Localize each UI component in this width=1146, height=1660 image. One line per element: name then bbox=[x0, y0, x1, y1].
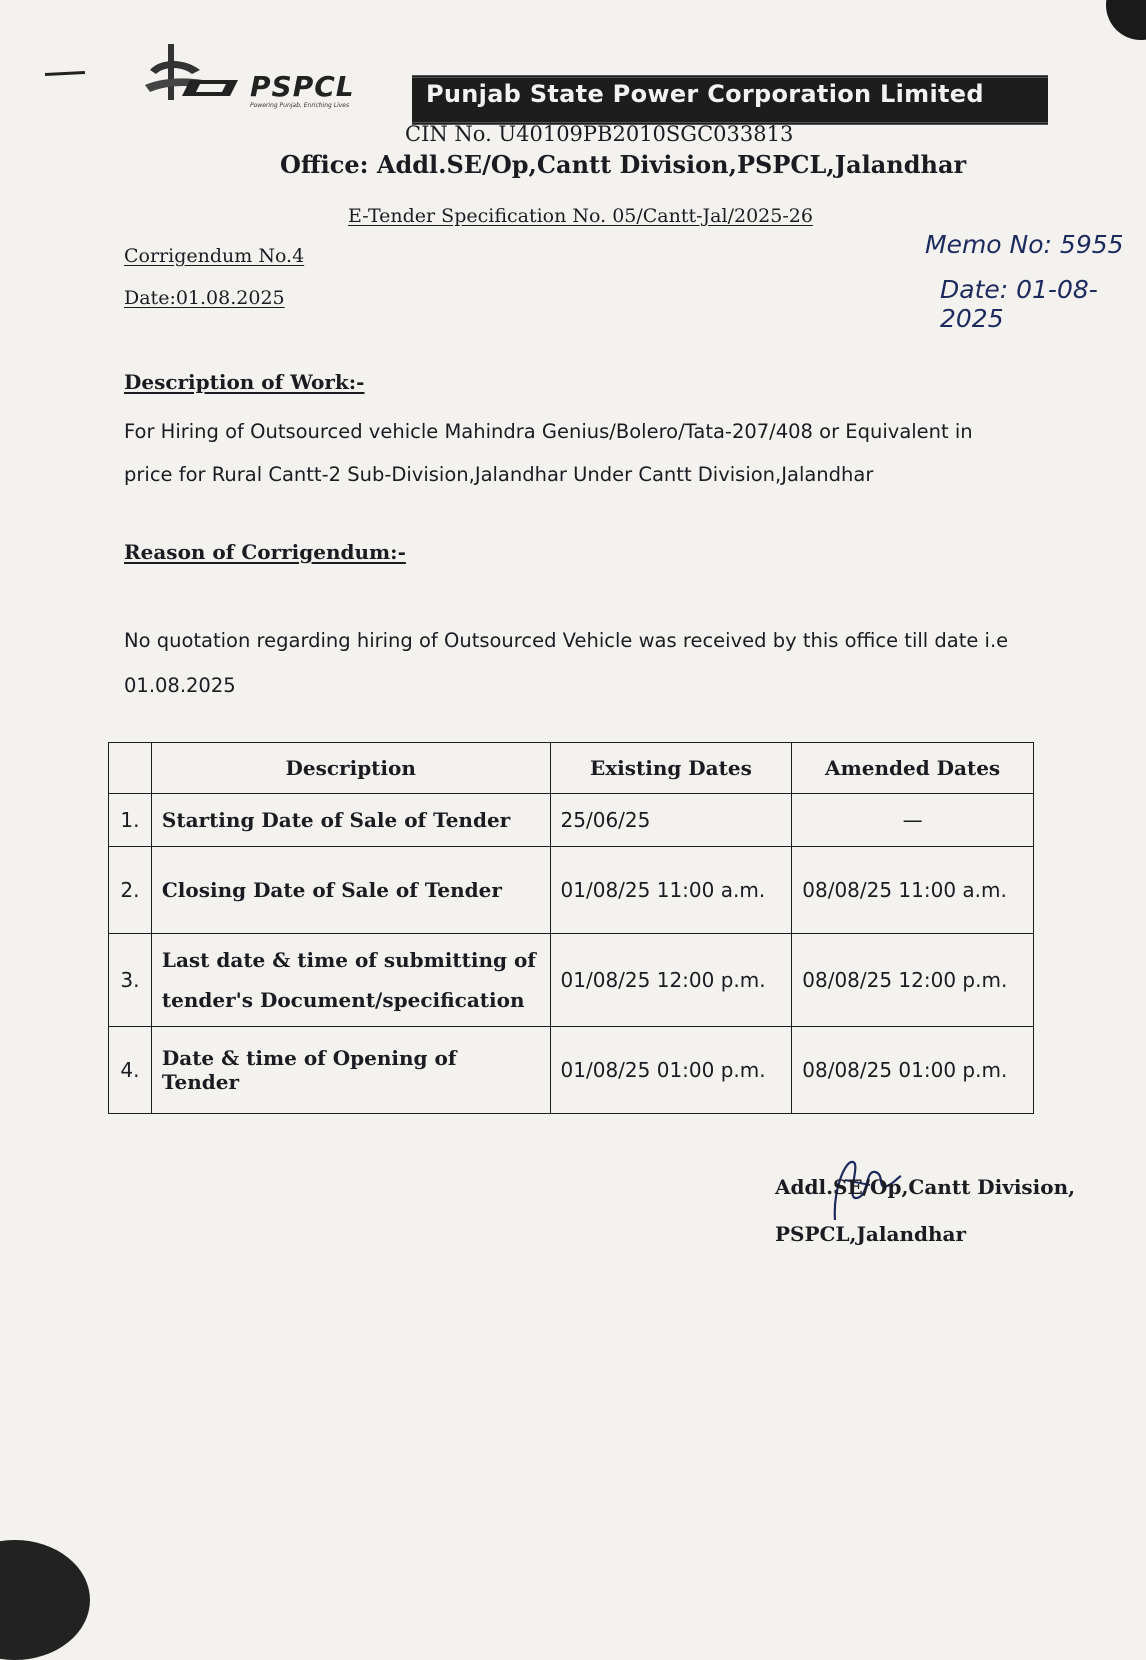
handwritten-date: Date: 01-08-2025 bbox=[940, 275, 1098, 333]
logo-text: PSPCL bbox=[250, 70, 355, 103]
amended-date-cell: — bbox=[792, 794, 1034, 847]
dates-table bbox=[108, 742, 1034, 1114]
existing-date-cell: 01/08/25 12:00 p.m. bbox=[550, 934, 792, 1027]
serial-cell: 1. bbox=[109, 794, 152, 847]
cin-number: CIN No. U40109PB2010SGC033813 bbox=[405, 122, 794, 146]
table-row bbox=[109, 934, 1034, 1027]
logo-tagline: Powering Punjab, Enriching Lives bbox=[250, 102, 350, 109]
description-line: For Hiring of Outsourced vehicle Mahindra Genius/Bolero/Tata-207/408 or Equivalent in bbox=[124, 420, 973, 443]
table-row bbox=[109, 847, 1034, 934]
photo-shadow-corner bbox=[1106, 0, 1146, 40]
description-text bbox=[124, 410, 1044, 496]
description-cell: Closing Date of Sale of Tender bbox=[151, 847, 550, 934]
amended-date-cell: 08/08/25 11:00 a.m. bbox=[792, 847, 1034, 934]
reason-heading: Reason of Corrigendum:- bbox=[124, 540, 406, 564]
corrigendum-number: Corrigendum No.4 bbox=[124, 245, 305, 267]
table-row bbox=[109, 794, 1034, 847]
description-cell: Date & time of Opening of Tender bbox=[151, 1027, 550, 1114]
serial-cell: 2. bbox=[109, 847, 152, 934]
column-header: Description bbox=[151, 743, 550, 794]
existing-date-cell: 01/08/25 01:00 p.m. bbox=[550, 1027, 792, 1114]
column-header: Existing Dates bbox=[550, 743, 792, 794]
amended-date-cell: 08/08/25 12:00 p.m. bbox=[792, 934, 1034, 1027]
amended-date-cell: 08/08/25 01:00 p.m. bbox=[792, 1027, 1034, 1114]
pen-mark bbox=[45, 71, 85, 76]
serial-cell: 3. bbox=[109, 934, 152, 1027]
signatory-office: PSPCL,Jalandhar bbox=[775, 1222, 967, 1246]
reason-line: No quotation regarding hiring of Outsourced Vehicle was received by this office till date i.e bbox=[124, 629, 1009, 652]
reason-text bbox=[124, 618, 1044, 708]
table-row bbox=[109, 1027, 1034, 1114]
existing-date-cell: 01/08/25 11:00 a.m. bbox=[550, 847, 792, 934]
description-cell: Last date & time of submitting of tender's Document/specification bbox=[151, 934, 550, 1027]
existing-date-cell: 25/06/25 bbox=[550, 794, 792, 847]
table-header-row bbox=[109, 743, 1034, 794]
description-heading: Description of Work:- bbox=[124, 370, 365, 394]
pspcl-logo-icon bbox=[130, 40, 240, 112]
serial-header bbox=[109, 743, 152, 794]
column-header: Amended Dates bbox=[792, 743, 1034, 794]
description-cell: Starting Date of Sale of Tender bbox=[151, 794, 550, 847]
description-line: price for Rural Cantt-2 Sub-Division,Jalandhar Under Cantt Division,Jalandhar bbox=[124, 463, 874, 486]
company-name: Punjab State Power Corporation Limited bbox=[426, 80, 984, 108]
photo-shadow-corner bbox=[0, 1540, 90, 1660]
office-line: Office: Addl.SE/Op,Cantt Division,PSPCL,Jalandhar bbox=[280, 150, 967, 179]
reason-line: 01.08.2025 bbox=[124, 674, 236, 697]
serial-cell: 4. bbox=[109, 1027, 152, 1114]
handwritten-memo: Memo No: 5955 bbox=[925, 230, 1124, 259]
signatory-designation: Addl.SE/Op,Cantt Division, bbox=[775, 1175, 1076, 1199]
tender-specification: E-Tender Specification No. 05/Cantt-Jal/2025-26 bbox=[348, 205, 813, 227]
corrigendum-date: Date:01.08.2025 bbox=[124, 287, 285, 309]
